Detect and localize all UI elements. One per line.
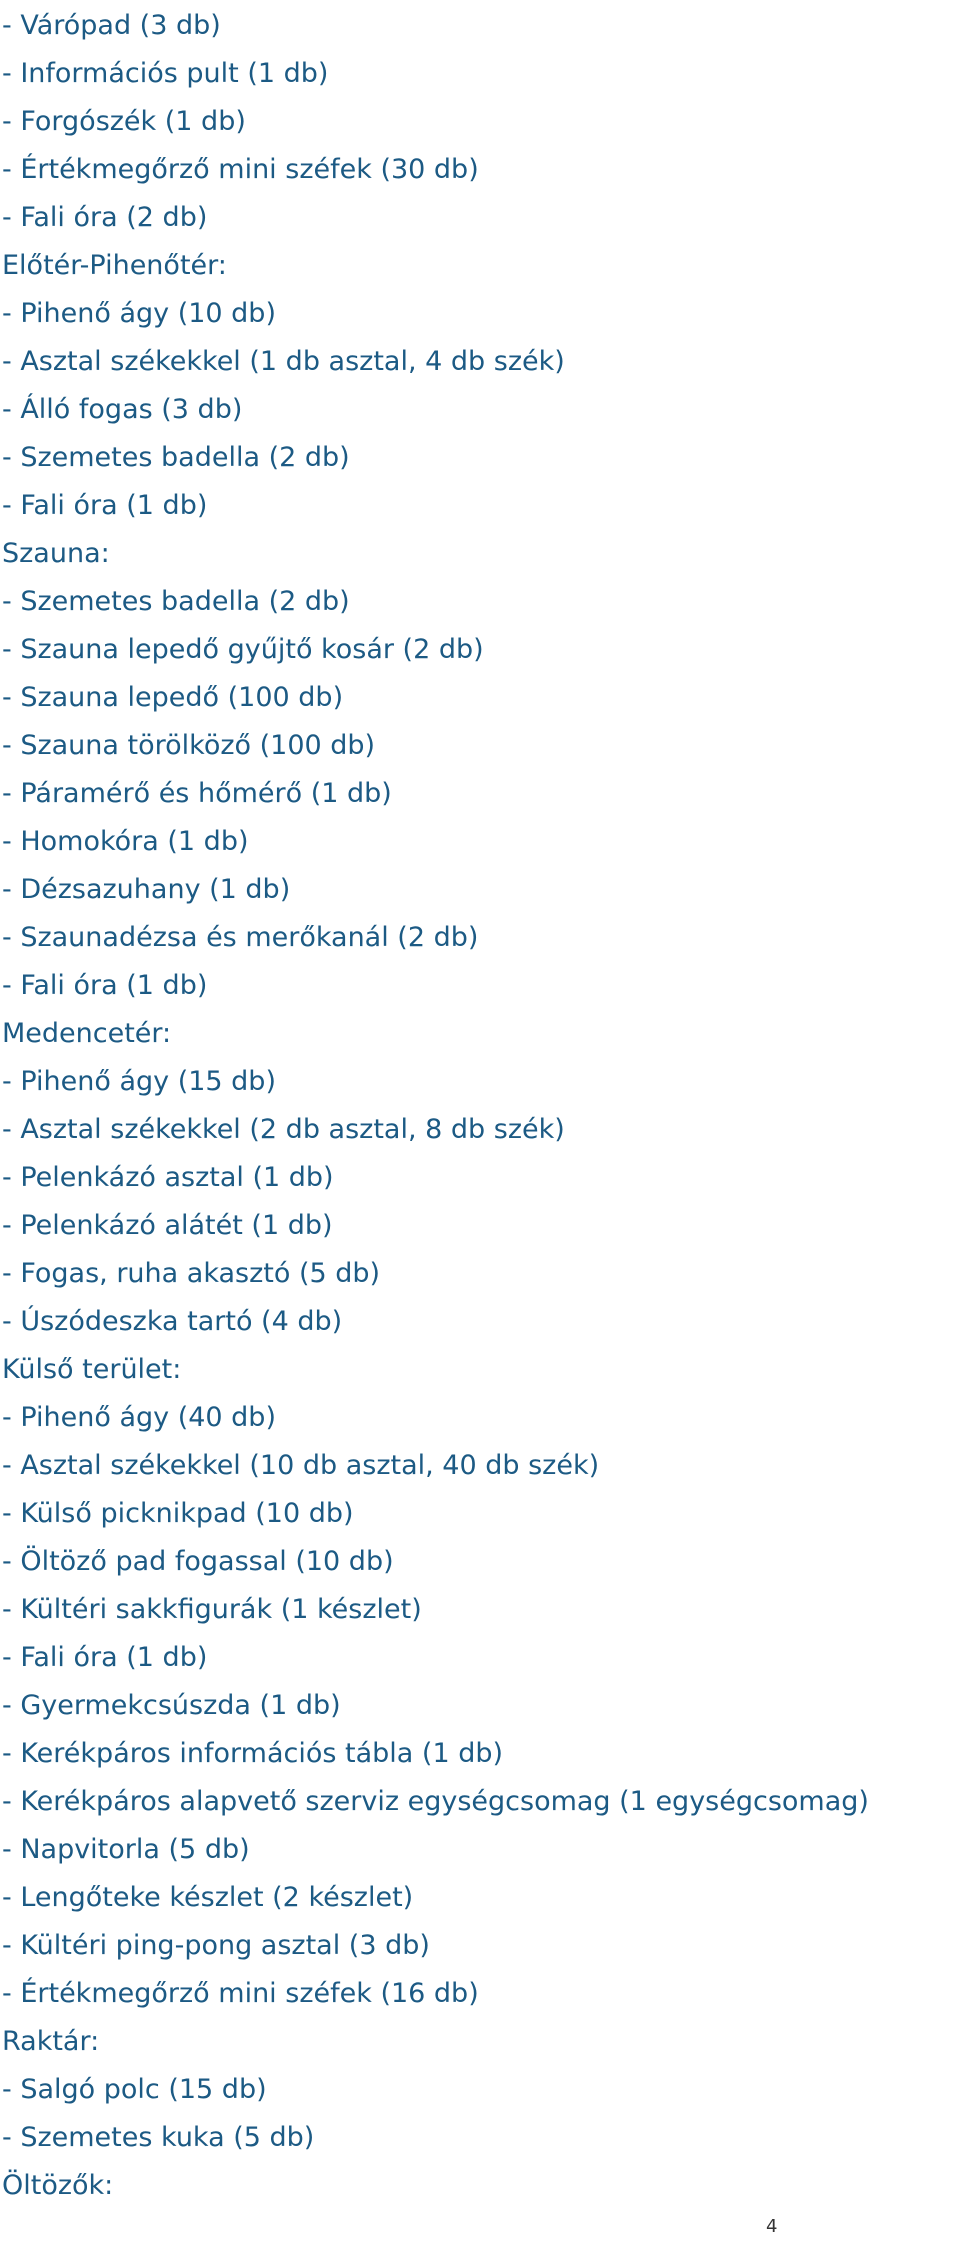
list-item: - Várópad (3 db)	[2, 10, 221, 41]
list-item: - Kerékpáros alapvető szerviz egységcsomag (1 egységcsomag)	[2, 1786, 869, 1817]
list-item: - Pelenkázó asztal (1 db)	[2, 1162, 334, 1193]
list-item: - Páramérő és hőmérő (1 db)	[2, 778, 392, 809]
list-item: - Fali óra (2 db)	[2, 202, 208, 233]
list-item: - Szemetes kuka (5 db)	[2, 2122, 315, 2153]
list-item: - Szaunadézsa és merőkanál (2 db)	[2, 922, 479, 953]
list-item: - Szauna lepedő (100 db)	[2, 682, 344, 713]
list-item: - Szauna lepedő gyűjtő kosár (2 db)	[2, 634, 484, 665]
list-item: - Fali óra (1 db)	[2, 490, 208, 521]
list-item: - Pihenő ágy (40 db)	[2, 1402, 276, 1433]
list-item: - Pihenő ágy (15 db)	[2, 1066, 276, 1097]
list-item: - Dézsazuhany (1 db)	[2, 874, 291, 905]
list-item: - Szauna törölköző (100 db)	[2, 730, 376, 761]
list-item: - Kültéri sakkfigurák (1 készlet)	[2, 1594, 422, 1625]
list-item: - Fali óra (1 db)	[2, 970, 208, 1001]
list-item: - Szemetes badella (2 db)	[2, 586, 350, 617]
list-item: - Asztal székekkel (1 db asztal, 4 db szék)	[2, 346, 565, 377]
section-heading: Medencetér:	[2, 1018, 172, 1049]
list-item: - Asztal székekkel (10 db asztal, 40 db szék)	[2, 1450, 600, 1481]
section-heading: Szauna:	[2, 538, 110, 569]
page-number: 4	[766, 2216, 778, 2237]
list-item: - Pelenkázó alátét (1 db)	[2, 1210, 333, 1241]
list-item: - Kültéri ping-pong asztal (3 db)	[2, 1930, 430, 1961]
list-item: - Asztal székekkel (2 db asztal, 8 db szék)	[2, 1114, 565, 1145]
list-item: - Kerékpáros információs tábla (1 db)	[2, 1738, 504, 1769]
list-item: - Értékmegőrző mini széfek (16 db)	[2, 1978, 479, 2009]
section-heading: Előtér-Pihenőtér:	[2, 250, 227, 281]
list-item: - Lengőteke készlet (2 készlet)	[2, 1882, 414, 1913]
list-item: - Fogas, ruha akasztó (5 db)	[2, 1258, 381, 1289]
list-item: - Szemetes badella (2 db)	[2, 442, 350, 473]
list-item: - Öltöző pad fogassal (10 db)	[2, 1546, 394, 1577]
list-item: - Homokóra (1 db)	[2, 826, 249, 857]
list-item: - Napvitorla (5 db)	[2, 1834, 250, 1865]
section-heading: Öltözők:	[2, 2170, 114, 2201]
section-heading: Raktár:	[2, 2026, 100, 2057]
list-item: - Álló fogas (3 db)	[2, 394, 243, 425]
list-item: - Forgószék (1 db)	[2, 106, 246, 137]
list-item: - Külső picknikpad (10 db)	[2, 1498, 354, 1529]
section-heading: Külső terület:	[2, 1354, 182, 1385]
list-item: - Fali óra (1 db)	[2, 1642, 208, 1673]
document-body	[2, 2, 958, 2210]
list-item: - Gyermekcsúszda (1 db)	[2, 1690, 341, 1721]
list-item: - Úszódeszka tartó (4 db)	[2, 1306, 343, 1337]
list-item: - Információs pult (1 db)	[2, 58, 329, 89]
list-item: - Értékmegőrző mini széfek (30 db)	[2, 154, 479, 185]
list-item: - Pihenő ágy (10 db)	[2, 298, 276, 329]
list-item: - Salgó polc (15 db)	[2, 2074, 267, 2105]
